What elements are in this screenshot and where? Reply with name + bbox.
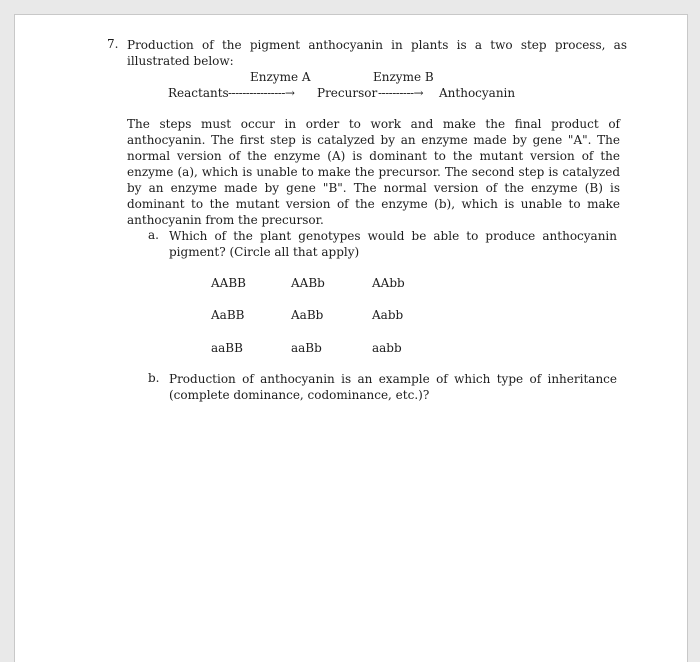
genotype-option[interactable]: AaBb — [291, 308, 324, 322]
pathway-reactants: Reactants — [168, 86, 229, 100]
part-b-label: b. — [148, 371, 160, 385]
genotype-option[interactable]: aabb — [372, 341, 402, 355]
genotype-option[interactable]: AABB — [211, 276, 246, 290]
pathway-arrow-1: ----------------→ — [228, 86, 295, 100]
genotype-option[interactable]: aaBb — [291, 341, 322, 355]
worksheet-page — [14, 14, 688, 662]
part-a-question: Which of the plant genotypes would be able to produce anthocyanin pigment? (Circle all that apply) — [169, 229, 617, 259]
genotype-option[interactable]: aaBB — [211, 341, 243, 355]
genotype-option[interactable]: AABb — [291, 276, 325, 290]
question-intro: Production of the pigment anthocyanin in plants is a two step process, as illustrated below: — [127, 38, 627, 68]
enzyme-b-label: Enzyme B — [373, 70, 434, 84]
part-b-question: Production of anthocyanin is an example of which type of inheritance (complete dominance, codominance, etc.)? — [169, 372, 617, 402]
genotype-option[interactable]: Aabb — [372, 308, 404, 322]
genotype-option[interactable]: AaBB — [211, 308, 245, 322]
enzyme-a-label: Enzyme A — [250, 70, 311, 84]
question-number: 7. — [107, 37, 119, 51]
pathway-arrow-2: ----------→ — [378, 86, 424, 100]
pathway-product: Anthocyanin — [439, 86, 516, 100]
part-a-label: a. — [148, 228, 159, 242]
pathway-precursor: Precursor — [317, 86, 378, 100]
genotype-option[interactable]: AAbb — [372, 276, 405, 290]
explanation-paragraph: The steps must occur in order to work and make the final product of anthocyanin. The first step is catalyzed by an enzyme made by gene "A". The normal version of the enzyme (A) is dominant to the mutant version of the enzyme (a), which is unable to make the precursor. The second step is catalyzed by an enzyme made by gene "B". The normal version of the enzyme (B) is dominant to the mutant version of the enzyme (b), which is unable to make anthocyanin from the precursor. — [127, 117, 620, 227]
